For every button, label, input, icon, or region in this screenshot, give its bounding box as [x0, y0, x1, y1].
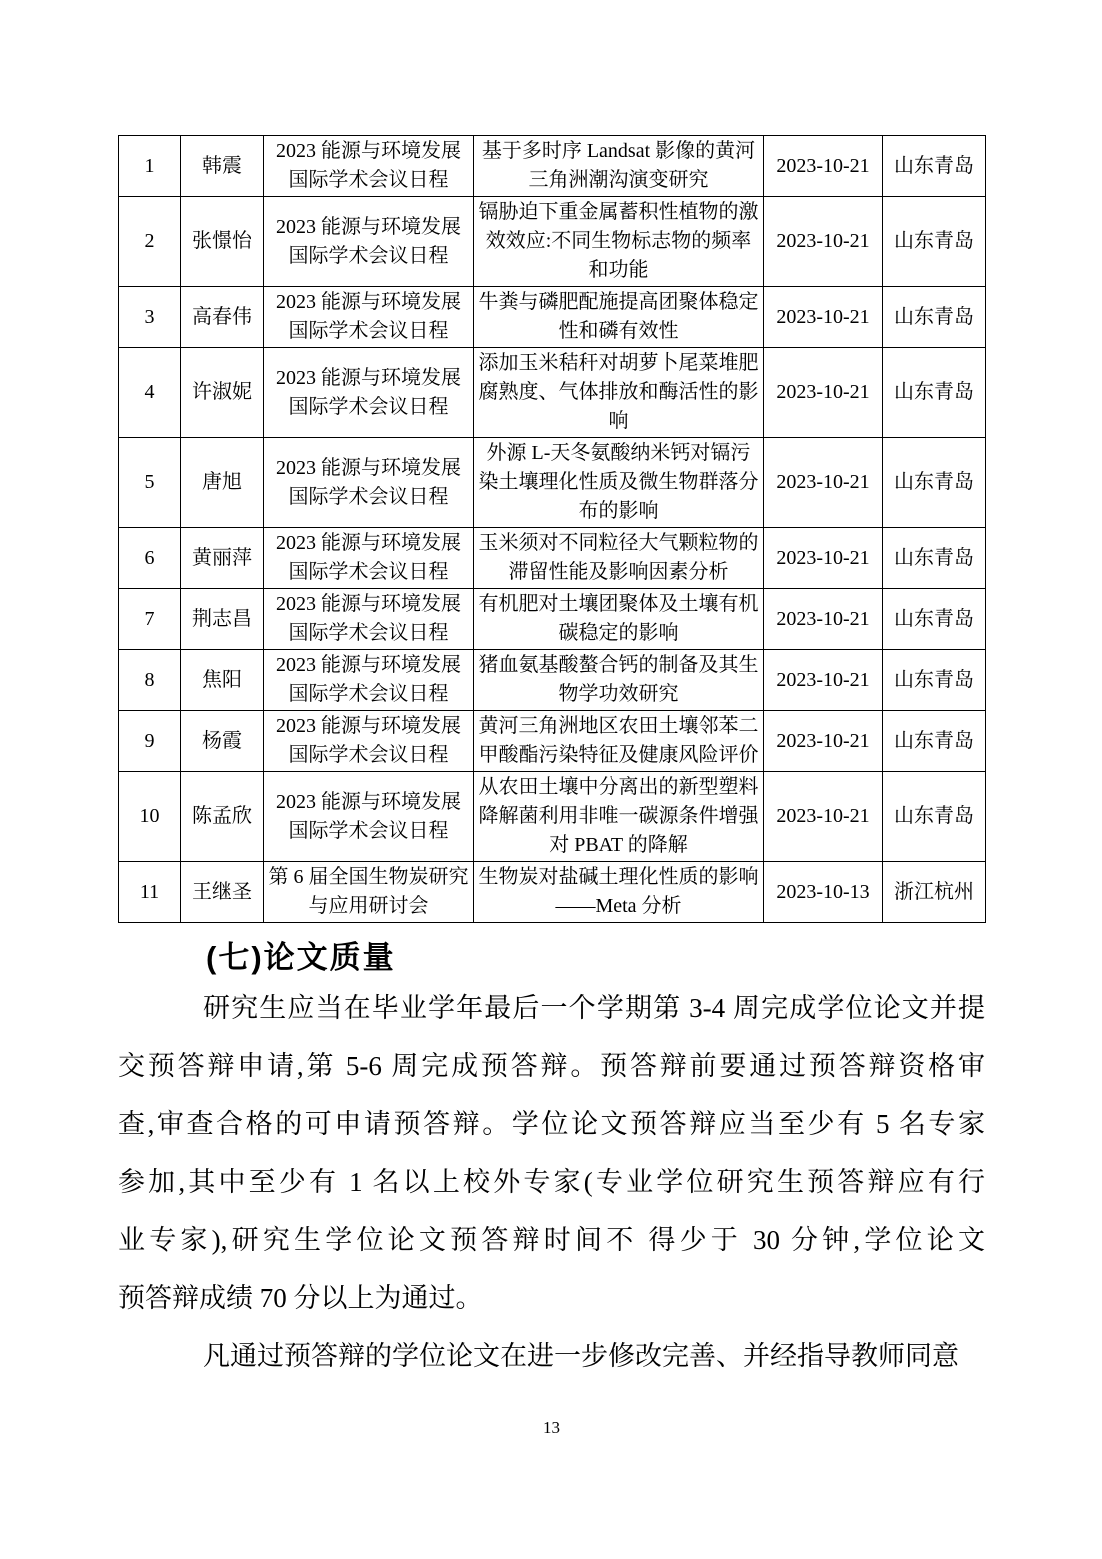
cell-title: 有机肥对土壤团聚体及土壤有机碳稳定的影响 — [474, 589, 764, 650]
presentations-table-body — [119, 136, 986, 923]
cell-no: 8 — [119, 650, 181, 711]
table-row — [119, 438, 986, 528]
cell-conference: 2023 能源与环境发展国际学术会议日程 — [264, 287, 474, 348]
table-row — [119, 589, 986, 650]
cell-date: 2023-10-21 — [764, 136, 883, 197]
paragraph-line: 业专家),研究生学位论文预答辩时间不 得少于 30 分钟,学位论文 — [118, 1225, 985, 1255]
cell-title: 生物炭对盐碱土理化性质的影响——Meta 分析 — [474, 862, 764, 923]
cell-conference: 2023 能源与环境发展国际学术会议日程 — [264, 528, 474, 589]
cell-title: 玉米须对不同粒径大气颗粒物的滞留性能及影响因素分析 — [474, 528, 764, 589]
cell-date: 2023-10-21 — [764, 772, 883, 862]
cell-title: 牛粪与磷肥配施提高团聚体稳定性和磷有效性 — [474, 287, 764, 348]
cell-no: 2 — [119, 197, 181, 287]
cell-no: 7 — [119, 589, 181, 650]
cell-name: 唐旭 — [181, 438, 264, 528]
cell-name: 荆志昌 — [181, 589, 264, 650]
cell-no: 11 — [119, 862, 181, 923]
cell-title: 添加玉米秸秆对胡萝卜尾菜堆肥腐熟度、气体排放和酶活性的影响 — [474, 348, 764, 438]
cell-location: 山东青岛 — [883, 772, 986, 862]
table-row — [119, 348, 986, 438]
cell-name: 张憬怡 — [181, 197, 264, 287]
cell-no: 6 — [119, 528, 181, 589]
cell-name: 许淑妮 — [181, 348, 264, 438]
cell-name: 王继圣 — [181, 862, 264, 923]
cell-location: 山东青岛 — [883, 528, 986, 589]
cell-conference: 2023 能源与环境发展国际学术会议日程 — [264, 772, 474, 862]
presentations-table — [118, 135, 986, 923]
table-row — [119, 136, 986, 197]
cell-location: 山东青岛 — [883, 438, 986, 528]
paragraph-line: 研究生应当在毕业学年最后一个学期第 3-4 周完成学位论文并提 — [203, 993, 985, 1023]
cell-title: 外源 L-天冬氨酸纳米钙对镉污染土壤理化性质及微生物群落分布的影响 — [474, 438, 764, 528]
cell-date: 2023-10-21 — [764, 197, 883, 287]
body-paragraphs — [118, 979, 985, 1385]
cell-title: 镉胁迫下重金属蓄积性植物的激效效应:不同生物标志物的频率和功能 — [474, 197, 764, 287]
table-row — [119, 862, 986, 923]
cell-conference: 2023 能源与环境发展国际学术会议日程 — [264, 136, 474, 197]
cell-location: 山东青岛 — [883, 711, 986, 772]
cell-name: 焦阳 — [181, 650, 264, 711]
table-row — [119, 711, 986, 772]
cell-no: 9 — [119, 711, 181, 772]
cell-location: 浙江杭州 — [883, 862, 986, 923]
cell-no: 5 — [119, 438, 181, 528]
cell-date: 2023-10-21 — [764, 348, 883, 438]
cell-conference: 2023 能源与环境发展国际学术会议日程 — [264, 197, 474, 287]
cell-no: 4 — [119, 348, 181, 438]
cell-date: 2023-10-21 — [764, 287, 883, 348]
page-number: 13 — [543, 1418, 560, 1437]
cell-title: 从农田土壤中分离出的新型塑料降解菌利用非唯一碳源条件增强对 PBAT 的降解 — [474, 772, 764, 862]
cell-title: 基于多时序 Landsat 影像的黄河三角洲潮沟演变研究 — [474, 136, 764, 197]
cell-conference: 第 6 届全国生物炭研究与应用研讨会 — [264, 862, 474, 923]
cell-location: 山东青岛 — [883, 136, 986, 197]
cell-name: 杨霞 — [181, 711, 264, 772]
cell-name: 韩震 — [181, 136, 264, 197]
paragraph-line: 交预答辩申请,第 5-6 周完成预答辩。预答辩前要通过预答辩资格审 — [118, 1051, 985, 1081]
cell-conference: 2023 能源与环境发展国际学术会议日程 — [264, 711, 474, 772]
table-row — [119, 650, 986, 711]
table-row — [119, 197, 986, 287]
cell-no: 1 — [119, 136, 181, 197]
table-row — [119, 528, 986, 589]
cell-no: 3 — [119, 287, 181, 348]
cell-date: 2023-10-13 — [764, 862, 883, 923]
table-row — [119, 772, 986, 862]
paragraph-line: 查,审查合格的可申请预答辩。学位论文预答辩应当至少有 5 名专家 — [118, 1109, 985, 1139]
table-row — [119, 287, 986, 348]
cell-no: 10 — [119, 772, 181, 862]
cell-date: 2023-10-21 — [764, 650, 883, 711]
cell-conference: 2023 能源与环境发展国际学术会议日程 — [264, 650, 474, 711]
cell-date: 2023-10-21 — [764, 711, 883, 772]
cell-date: 2023-10-21 — [764, 528, 883, 589]
cell-location: 山东青岛 — [883, 589, 986, 650]
cell-conference: 2023 能源与环境发展国际学术会议日程 — [264, 589, 474, 650]
cell-title: 猪血氨基酸螯合钙的制备及其生物学功效研究 — [474, 650, 764, 711]
cell-name: 陈孟欣 — [181, 772, 264, 862]
cell-conference: 2023 能源与环境发展国际学术会议日程 — [264, 438, 474, 528]
paragraph-line: 参加,其中至少有 1 名以上校外专家(专业学位研究生预答辩应有行 — [118, 1167, 985, 1197]
cell-date: 2023-10-21 — [764, 438, 883, 528]
paragraph-line: 预答辩成绩 70 分以上为通过。 — [118, 1283, 483, 1313]
cell-date: 2023-10-21 — [764, 589, 883, 650]
cell-title: 黄河三角洲地区农田土壤邻苯二甲酸酯污染特征及健康风险评价 — [474, 711, 764, 772]
cell-location: 山东青岛 — [883, 650, 986, 711]
cell-location: 山东青岛 — [883, 348, 986, 438]
cell-conference: 2023 能源与环境发展国际学术会议日程 — [264, 348, 474, 438]
cell-location: 山东青岛 — [883, 197, 986, 287]
paragraph-line: 凡通过预答辩的学位论文在进一步修改完善、并经指导教师同意 — [203, 1341, 959, 1371]
section-heading: (七)论文质量 — [206, 940, 396, 975]
cell-name: 黄丽萍 — [181, 528, 264, 589]
cell-name: 高春伟 — [181, 287, 264, 348]
cell-location: 山东青岛 — [883, 287, 986, 348]
